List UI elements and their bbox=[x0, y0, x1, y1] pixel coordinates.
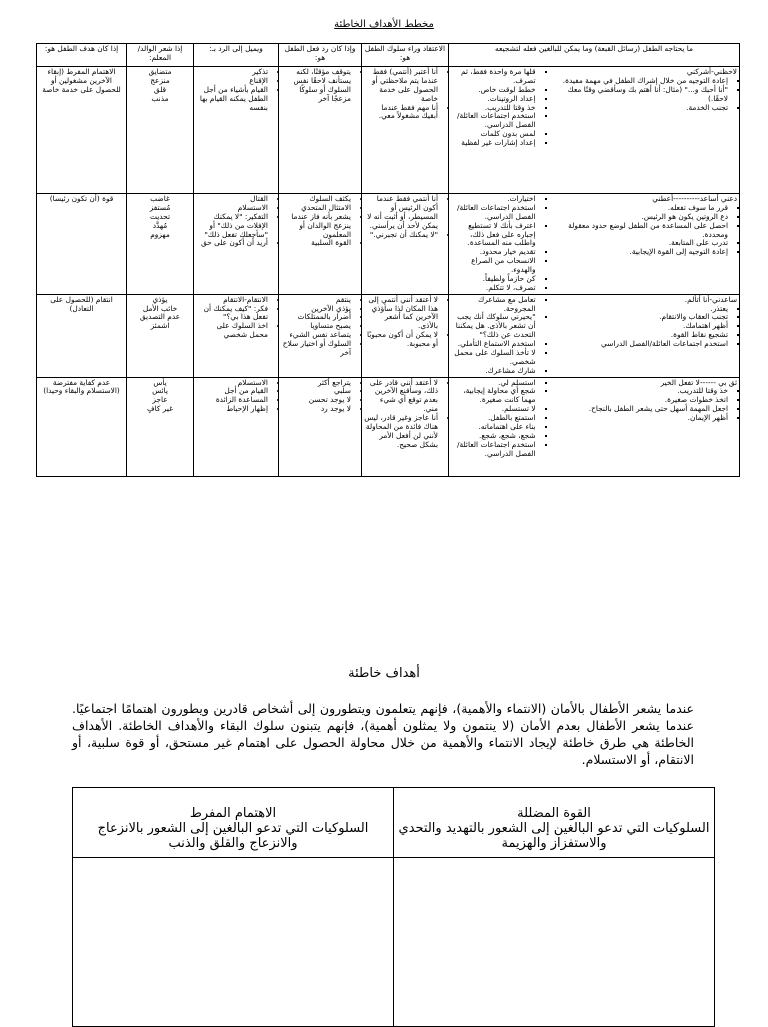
needs-tip: ▪ أظهر اهتمامك. bbox=[549, 322, 729, 331]
goals-worksheet-table bbox=[72, 787, 715, 1027]
goals-header-row bbox=[73, 788, 715, 858]
needs-tip: ▪ استسلم لي. bbox=[451, 379, 536, 388]
reaction-item: • التفكير: "لا يمكنك الإفلات من ذلك" أو "سأجعلك تفعل ذلك" bbox=[196, 213, 268, 240]
goal-cell: قوة (أن تكون رئيسا) bbox=[37, 194, 127, 295]
chart-title: مخطط الأهداف الخاطئة bbox=[334, 19, 434, 30]
needs-tip: ▪ إعادة التوجيه من خلال إشراك الطفل في مهمة مفيدة. bbox=[549, 77, 729, 86]
child-response-item-list bbox=[281, 296, 359, 358]
goal-cell: عدم كفاية مفترضة (الاستسلام والبقاء وحيدا) bbox=[37, 377, 127, 476]
power-goal-blank-cell[interactable] bbox=[394, 858, 715, 1027]
feeling-item: مهزوم bbox=[150, 229, 170, 239]
needs-tip: ▪ أظهر الإيمان. bbox=[549, 414, 729, 423]
belief-item: • لا أعتقد أنني أنتمي إلى هذا المكان لذا سأؤذي الآخرين كما أشعر بالأذى. bbox=[364, 296, 438, 332]
reaction-item: • القتال bbox=[196, 195, 268, 204]
needs-tip: ▪ استخدم اجتماعات العائلة/الفصل الدراسي bbox=[549, 340, 729, 349]
needs-tip-list bbox=[451, 379, 545, 459]
needs-tip: ▪ بناء على اهتماماته. bbox=[451, 423, 536, 432]
needs-tip-list bbox=[549, 387, 738, 423]
needs-tip: ▪ اختيارات. bbox=[451, 195, 536, 204]
belief-cell bbox=[362, 377, 449, 476]
reaction-item: • اخذ السلوك على محمل شخصي bbox=[196, 322, 268, 340]
child-response-cell bbox=[279, 67, 362, 194]
feeling-item: مُستفز bbox=[149, 202, 171, 212]
power-goal-desc: السلوكيات التي تدعو البالغين إلى الشعور بالتهديد والتحدي والاستفزاز والهزيمة bbox=[398, 821, 710, 851]
needs-tip: ▪ كن حازماً ولطيفاً. bbox=[451, 275, 536, 284]
header-belief: الاعتقاد وراء سلوك الطفل هو: bbox=[362, 44, 449, 67]
reaction-item: • المساعدة الزائدة bbox=[196, 396, 268, 405]
needs-tip: ▪ اعترف بأنك لا تستطيع إجباره على فعل ذلك، واطلب منه المساعدة. bbox=[451, 222, 536, 249]
reaction-item: • الاستسلام bbox=[196, 204, 268, 213]
reaction-item-list bbox=[196, 379, 276, 415]
child-response-item: • القوة السلبية bbox=[281, 239, 351, 248]
feeling-item: يائس bbox=[152, 386, 168, 396]
needs-message: ساعدني-أنا أتألم. bbox=[684, 294, 738, 304]
needs-tip: ▪ تقديم خيار محدود. bbox=[451, 248, 536, 257]
needs-cell-b bbox=[449, 194, 547, 295]
needs-tip: ▪ قرر ما سوف تفعله. bbox=[549, 204, 729, 213]
needs-tip: ▪ لا تستسلم. bbox=[451, 405, 536, 414]
needs-tip: ▪ اجعل المهمة أسهل حتى يشعر الطفل بالنجاح. bbox=[549, 405, 729, 414]
needs-tip: ▪ قلها مرة واحدة فقط، ثم تصرف. bbox=[451, 68, 536, 86]
feeling-item: غير كافٍ bbox=[147, 404, 173, 414]
reaction-cell bbox=[194, 294, 279, 377]
reaction-item-list bbox=[196, 195, 276, 248]
belief-item: • أنا أنتمي فقط عندما أكون الرئيس أو المسيطر، أو أثبت أنه لا يمكن لأحد أن يرأسني. bbox=[364, 195, 438, 231]
reaction-cell bbox=[194, 194, 279, 295]
header-goal: إذا كان هدف الطفل هو: bbox=[37, 44, 127, 67]
reaction-item: • القيام من أجل bbox=[196, 387, 268, 396]
needs-tip: ▪ تجنب الخدمة. bbox=[549, 104, 729, 113]
needs-cell-b bbox=[449, 377, 547, 476]
needs-tip-list bbox=[549, 305, 738, 349]
child-response-item: • الامتثال المتحدي bbox=[281, 204, 351, 213]
needs-cell-b bbox=[449, 294, 547, 377]
needs-tip: ▪ شجع أي محاولة إيجابية، مهما كانت صغيرة. bbox=[451, 387, 536, 405]
needs-tip: ▪ استمتع بالطفل. bbox=[451, 414, 536, 423]
child-response-cell bbox=[279, 294, 362, 377]
needs-tip: ▪ تشجيع نقاط القوة. bbox=[549, 331, 729, 340]
needs-tip: ▪ إعداد الروتينات. bbox=[451, 95, 536, 104]
belief-item: • أنا مهم فقط عندما أبقيك مشغولاً معي. bbox=[364, 104, 438, 122]
child-response-item: • يتوقف مؤقتًا، لكنه يستأنف لاحقًا نفس السلوك أو سلوكًا مزعجًا آخر bbox=[281, 68, 351, 104]
reaction-item: • إظهار الإحباط bbox=[196, 405, 268, 414]
needs-tip-list bbox=[549, 204, 738, 257]
belief-item: • لا أعتقد أنني قادر على ذلك، وسأقنع الآخرين بعدم توقع أي شيء مني. bbox=[364, 379, 438, 415]
header-reaction: ويميل إلى الرد بـ: bbox=[194, 44, 279, 67]
child-response-cell bbox=[279, 377, 362, 476]
feeling-item: تحديت bbox=[149, 211, 171, 221]
needs-message: لاحظني-أشركني bbox=[686, 67, 738, 76]
feeling-item: منزعج bbox=[150, 75, 170, 85]
needs-cell-b bbox=[449, 67, 547, 194]
attention-goal-header bbox=[73, 788, 394, 858]
reaction-cell bbox=[194, 377, 279, 476]
chart-row bbox=[37, 377, 740, 476]
reaction-item-list bbox=[196, 296, 276, 340]
child-response-item: • لا يوجد رد bbox=[281, 405, 351, 414]
chart-row bbox=[37, 194, 740, 295]
needs-tip: ▪ الانسحاب من الصراع والهدوء. bbox=[451, 257, 536, 275]
feelings-cell bbox=[127, 194, 194, 295]
header-child-response: وإذا كان رد فعل الطفل هو: bbox=[279, 44, 362, 67]
child-response-item: • ينتقم bbox=[281, 296, 351, 305]
needs-tip-list bbox=[451, 296, 545, 376]
needs-tip: ▪ استخدم اجتماعات العائلة/الفصل الدراسي. bbox=[451, 204, 536, 222]
section-title: أهداف خاطئة bbox=[348, 666, 420, 681]
header-needs: ما يحتاجه الطفل (رسائل القبعة) وما يمكن للبالغين فعله لتشجيعه bbox=[449, 44, 740, 67]
needs-tip: ▪ استخدم الاستماع التأملي. bbox=[451, 340, 536, 349]
child-response-item-list bbox=[281, 195, 359, 248]
needs-tip: ▪ شارك مشاعرك. bbox=[451, 367, 536, 376]
needs-tip: ▪ اتخذ خطوات صغيرة. bbox=[549, 396, 729, 405]
reaction-item: • تذكير bbox=[196, 68, 268, 77]
feeling-item: يأس bbox=[153, 377, 167, 387]
needs-tip-list bbox=[549, 77, 738, 113]
needs-tip: ▪ لمس بدون كلمات bbox=[451, 130, 536, 139]
needs-message: دعني أساعد----------أعطني bbox=[652, 194, 738, 203]
feeling-item: قلق bbox=[153, 84, 167, 94]
needs-cell-a bbox=[547, 377, 740, 476]
child-response-item: • يكثف السلوك bbox=[281, 195, 351, 204]
attention-goal-title: الاهتمام المفرط bbox=[189, 806, 277, 821]
intro-paragraph: عندما يشعر الأطفال بالأمان (الانتماء والأهمية)، فإنهم يتعلمون ويتطورون إلى أشخاص قادرين ويطورون اهتمامًا اجتماعيًا. عندما يشعر الأطفال بعدم الأمان (لا ينتمون ولا يمثلون أهمية)، فإنهم يتبنون سلوك البقاء والأهداف الخاطئة. الأهداف الخاطئة هي طرق خاطئة لإيجاد الانتماء والأهمية من خلال محاولة الحصول على اهتمام غير مستحق، أو قوة سلبية، أو الانتقام، أو الاستسلام. bbox=[72, 701, 694, 767]
needs-tip: ▪ خذ وقتا للتدريب. bbox=[549, 387, 729, 396]
belief-item: • أنا أعتبر (أنتمي) فقط عندما يتم ملاحظتي أو الحصول على خدمة خاصة bbox=[364, 68, 438, 104]
child-response-item-list bbox=[281, 379, 359, 415]
child-response-item: • يشعر بأنه فاز عندما ينزعج الوالدان أو المعلمون bbox=[281, 213, 351, 240]
needs-tip: ▪ دع الروتين يكون هو الرئيس. bbox=[549, 213, 729, 222]
belief-item-list bbox=[364, 68, 446, 121]
belief-item-list bbox=[364, 296, 446, 349]
belief-item: • أنا عاجز وغير قادر، ليس هناك فائدة من المحاولة لأنني لن أفعل الأمر بشكل صحيح. bbox=[364, 414, 438, 450]
feeling-item: غاضب bbox=[150, 194, 170, 203]
reaction-cell bbox=[194, 67, 279, 194]
needs-tip: ▪ خطط لوقت خاص. bbox=[451, 86, 536, 95]
needs-tip: ▪ إعادة التوجيه إلى القوة الإيجابية. bbox=[549, 248, 729, 257]
needs-tip: ▪ "أنا أحبك و..." (مثال: أنا أهتم بك وسأقضي وقتًا معك لاحقًا.) bbox=[549, 86, 729, 104]
goal-cell: انتقام (للحصول على التعادل) bbox=[37, 294, 127, 377]
reaction-item-list bbox=[196, 68, 276, 112]
needs-tip: ▪ تجنب العقاب والانتقام. bbox=[549, 313, 729, 322]
feeling-item: عاجز bbox=[152, 395, 168, 405]
needs-tip-list bbox=[451, 195, 545, 293]
needs-cell-a bbox=[547, 67, 740, 194]
child-response-item: • يصبح متساويا bbox=[281, 322, 351, 331]
feelings-cell bbox=[127, 377, 194, 476]
needs-tip: ▪ استخدم اجتماعات العائلة/الفصل الدراسي. bbox=[451, 112, 536, 130]
child-response-item: • يتراجع أكثر bbox=[281, 379, 351, 388]
power-goal-header bbox=[394, 788, 715, 858]
feeling-item: اشمئز bbox=[150, 321, 170, 331]
power-goal-title: القوة المضللة bbox=[517, 806, 591, 821]
feeling-item: مذنب bbox=[151, 93, 169, 103]
needs-tip: ▪ احصل على المساعدة من الطفل لوضع حدود معقولة ومحددة. bbox=[549, 222, 729, 240]
feelings-cell bbox=[127, 294, 194, 377]
belief-item-list bbox=[364, 195, 446, 239]
goals-blank-row bbox=[73, 858, 715, 1027]
child-response-item: • لا يوجد تحسن bbox=[281, 396, 351, 405]
child-response-cell bbox=[279, 194, 362, 295]
chart-header-row bbox=[37, 44, 740, 67]
reaction-item: • أريد أن أكون على حق bbox=[196, 239, 268, 248]
feeling-item: عدم التصديق bbox=[139, 312, 181, 322]
belief-cell bbox=[362, 67, 449, 194]
needs-cell-a bbox=[547, 294, 740, 377]
needs-tip: ▪ استخدم اجتماعات العائلة/الفصل الدراسي. bbox=[451, 441, 536, 459]
child-response-item: • سلبي bbox=[281, 387, 351, 396]
reaction-item: • الإقناع bbox=[196, 77, 268, 86]
needs-message: ثق بي ------لا تفعل الخير bbox=[660, 377, 738, 387]
child-response-item: • السلوك أو اختيار سلاح آخر bbox=[281, 340, 351, 358]
feeling-item: يؤذي bbox=[152, 294, 168, 304]
belief-item: • لا يمكن أن أكون محبوبًا أو محبوبة. bbox=[364, 331, 438, 349]
goal-cell: الاهتمام المفرط (إبقاء الآخرين مشغولين أو للحصول على خدمة خاصة bbox=[37, 67, 127, 194]
child-response-item-list bbox=[281, 68, 359, 104]
feelings-cell bbox=[127, 67, 194, 194]
child-response-item: • يؤذي الآخرين bbox=[281, 305, 351, 314]
feeling-item: مُهدَّد bbox=[152, 220, 168, 230]
needs-tip: ▪ تصرف، لا تتكلم. bbox=[451, 284, 536, 293]
belief-cell bbox=[362, 194, 449, 295]
chart-row bbox=[37, 67, 740, 194]
needs-tip: ▪ لا تأخذ السلوك على محمل شخصي. bbox=[451, 349, 536, 367]
feeling-item: خائب الأمل bbox=[142, 303, 178, 313]
needs-tip: ▪ تعامل مع مشاعرك المجروحة. bbox=[451, 296, 536, 314]
reaction-item: • القيام بأشياء من أجل الطفل يمكنه القيام بها بنفسه bbox=[196, 86, 268, 113]
reaction-item: • الاستسلام bbox=[196, 379, 268, 388]
belief-cell bbox=[362, 294, 449, 377]
mistaken-goals-chart bbox=[36, 43, 740, 477]
needs-tip: ▪ خذ وقتا للتدريب. bbox=[451, 104, 536, 113]
needs-cell-a bbox=[547, 194, 740, 295]
needs-tip: ▪ تدرب على المتابعة. bbox=[549, 239, 729, 248]
needs-tip: ▪ إعداد إشارات غير لفظية bbox=[451, 139, 536, 148]
needs-tip: ▪ "يحيرني سلوكك أنك يجب أن تشعر بالأذى. هل يمكننا التحدث عن ذلك؟" bbox=[451, 313, 536, 340]
header-feelings: إذا شعر الوالد/المعلم: bbox=[127, 44, 194, 67]
child-response-item: • يتصاعد نفس الشيء bbox=[281, 331, 351, 340]
belief-item-list bbox=[364, 379, 446, 450]
attention-goal-desc: السلوكيات التي تدعو البالغين إلى الشعور بالانزعاج والانزعاج والقلق والذنب bbox=[97, 821, 369, 851]
attention-goal-blank-cell[interactable] bbox=[73, 858, 394, 1027]
belief-item: • "لا يمكنك أن تجبرني." bbox=[364, 231, 438, 240]
child-response-item: • أضرار بالممتلكات bbox=[281, 313, 351, 322]
feeling-item: متضايق bbox=[148, 67, 172, 76]
needs-tip: ▪ يعتذر. bbox=[549, 305, 729, 314]
chart-row bbox=[37, 294, 740, 377]
reaction-item: • فكر: "كيف يمكنك أن تفعل هذا بي؟" bbox=[196, 305, 268, 323]
needs-tip-list bbox=[451, 68, 545, 148]
needs-tip: ▪ شجع، شجع، شجع. bbox=[451, 432, 536, 441]
reaction-item: • الانتقام-الانتقام bbox=[196, 296, 268, 305]
